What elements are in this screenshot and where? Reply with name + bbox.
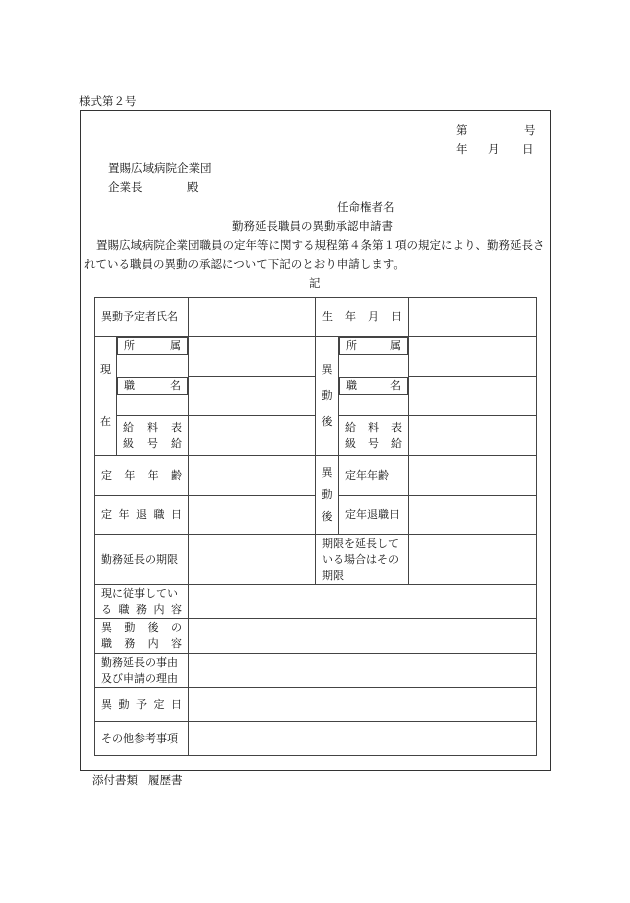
number-dai: 第 bbox=[456, 123, 468, 137]
extension-period-label: 勤務延長の期限 bbox=[95, 535, 189, 585]
name-field[interactable] bbox=[189, 298, 316, 337]
application-table bbox=[94, 297, 537, 756]
birth-label bbox=[316, 298, 409, 337]
page-title: 勤務延長職員の異動承認申請書 bbox=[232, 219, 393, 233]
current-group-label bbox=[95, 337, 117, 456]
birth-sei: 生 bbox=[322, 310, 333, 323]
teinen-age-field[interactable] bbox=[189, 456, 316, 496]
date-day: 日 bbox=[522, 142, 534, 156]
after-shokumei-label: 職 名 bbox=[339, 377, 408, 395]
current-kyuryo-field[interactable] bbox=[189, 416, 316, 456]
date-year: 年 bbox=[456, 142, 468, 156]
current-zai: 在 bbox=[100, 415, 111, 428]
after-kyuryo-field[interactable] bbox=[409, 416, 537, 456]
birth-nen: 年 bbox=[345, 310, 356, 323]
after-teinen-age-field[interactable] bbox=[409, 456, 537, 496]
date-month: 月 bbox=[488, 142, 500, 156]
current-duties-label: 現に従事してい る 職 務 内 容 bbox=[95, 585, 189, 619]
after-teinen-date-field[interactable] bbox=[409, 496, 537, 535]
current-shokumei-label: 職 名 bbox=[117, 377, 188, 395]
attachment-item: 履歴書 bbox=[148, 773, 183, 787]
extension-note-field[interactable] bbox=[409, 535, 537, 585]
teinen-age-label: 定 年 年 齢 bbox=[95, 456, 189, 496]
after-kyuryo-label: 給 料 表 級 号 給 bbox=[339, 416, 409, 456]
addressee-honorific: 殿 bbox=[187, 180, 199, 194]
teinen-date-field[interactable] bbox=[189, 496, 316, 535]
after-teinen-date-label: 定年退職日 bbox=[339, 496, 409, 535]
after-group2-label: 異 動 後 bbox=[316, 456, 339, 535]
after-group-label: 異 動 後 bbox=[316, 337, 339, 456]
other-notes-label: その他参考事項 bbox=[95, 722, 189, 756]
after-shokumei-field[interactable] bbox=[409, 377, 537, 416]
extension-note-label: 期限を延長して いる場合はその 期限 bbox=[316, 535, 409, 585]
reason-label: 勤務延長の事由 及び申請の理由 bbox=[95, 654, 189, 688]
ki-label: 記 bbox=[309, 276, 321, 290]
body-text-line2: れている職員の異動の承認について下記のとおり申請します。 bbox=[84, 257, 405, 271]
planned-date-field[interactable] bbox=[189, 688, 537, 722]
current-shozoku-field[interactable] bbox=[189, 337, 316, 377]
after-duties-field[interactable] bbox=[189, 619, 537, 654]
attachment-label: 添付書類 bbox=[92, 773, 138, 787]
name-label: 異動予定者氏名 bbox=[95, 298, 189, 337]
addressee-position: 企業長 bbox=[108, 180, 143, 194]
body-text-line1: 置賜広域病院企業団職員の定年等に関する規程第４条第１項の規定により、勤務延長さ bbox=[96, 238, 545, 252]
extension-period-field[interactable] bbox=[189, 535, 316, 585]
after-shozoku-label: 所 属 bbox=[339, 337, 408, 355]
planned-date-label: 異 動 予 定 日 bbox=[95, 688, 189, 722]
birth-field[interactable] bbox=[409, 298, 537, 337]
current-gen: 現 bbox=[100, 363, 111, 376]
reason-field[interactable] bbox=[189, 654, 537, 688]
after-shozoku-field[interactable] bbox=[409, 337, 537, 377]
teinen-date-label: 定 年 退 職 日 bbox=[95, 496, 189, 535]
appointer-name: 任命権者名 bbox=[337, 200, 395, 214]
addressee-organization: 置賜広域病院企業団 bbox=[108, 161, 212, 175]
birth-tsuki: 月 bbox=[368, 310, 379, 323]
after-duties-label: 異 動 後 の 職 務 内 容 bbox=[95, 619, 189, 654]
form-number: 様式第２号 bbox=[79, 94, 137, 108]
after-teinen-age-label: 定年年齢 bbox=[339, 456, 409, 496]
current-shozoku-label: 所 属 bbox=[117, 337, 188, 355]
current-duties-field[interactable] bbox=[189, 585, 537, 619]
current-shokumei-field[interactable] bbox=[189, 377, 316, 416]
number-go: 号 bbox=[524, 123, 536, 137]
other-notes-field[interactable] bbox=[189, 722, 537, 756]
current-kyuryo-label: 給 料 表 級 号 給 bbox=[117, 416, 189, 456]
birth-hi: 日 bbox=[391, 310, 402, 323]
